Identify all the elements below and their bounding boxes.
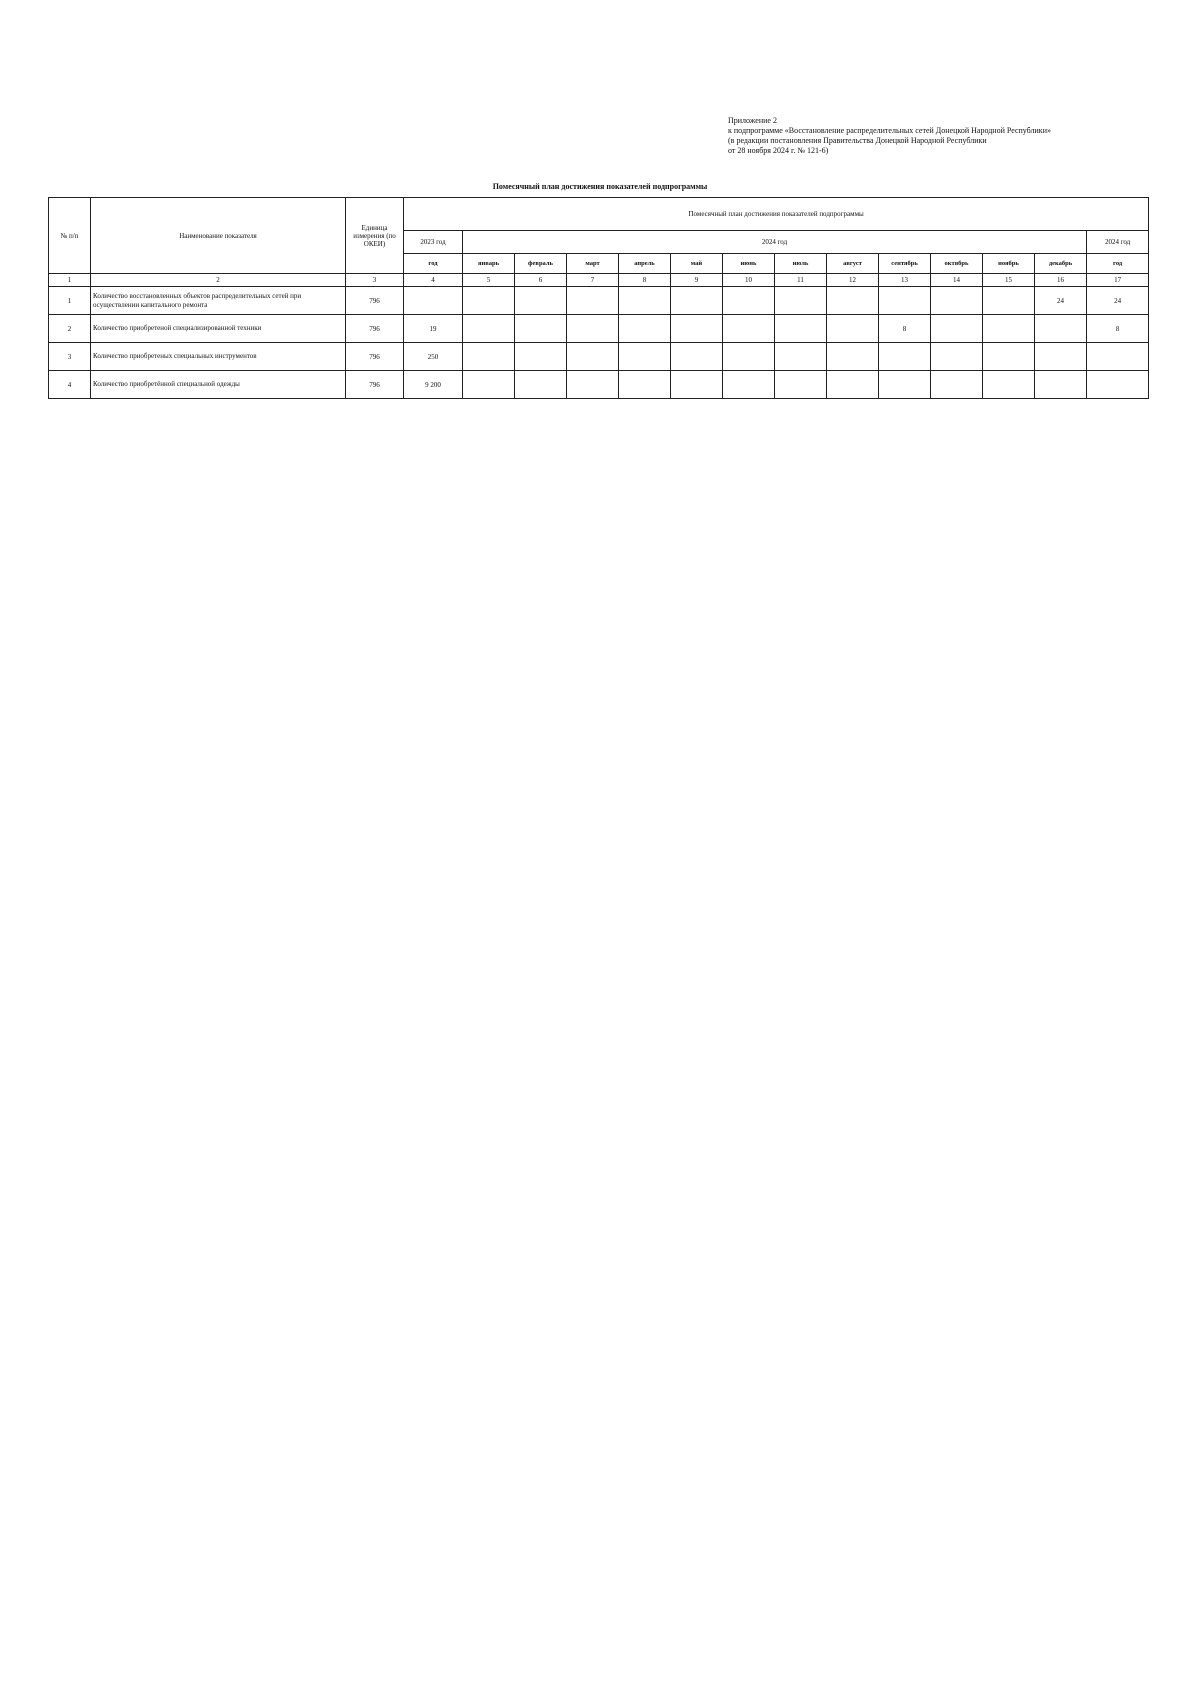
column-number: 15 (983, 274, 1035, 287)
column-number: 7 (567, 274, 619, 287)
row-month-value (567, 371, 619, 399)
row-month-value (463, 287, 515, 315)
row-month-value (879, 343, 931, 371)
table-row (49, 315, 1149, 343)
column-number: 10 (723, 274, 775, 287)
column-number: 2 (91, 274, 346, 287)
header-month: июль (775, 254, 827, 274)
column-number: 11 (775, 274, 827, 287)
row-month-value (671, 343, 723, 371)
header-month: январь (463, 254, 515, 274)
row-month-value (775, 371, 827, 399)
row-month-value (463, 343, 515, 371)
column-number: 9 (671, 274, 723, 287)
row-name: Количество приобретённой специальной одежды (91, 371, 346, 399)
table-row (49, 343, 1149, 371)
row-month-value (619, 371, 671, 399)
row-value-2023: 250 (404, 343, 463, 371)
row-month-value (931, 287, 983, 315)
header-group: Помесячный план достижения показателей подпрограммы (404, 198, 1149, 231)
row-month-value: 8 (879, 315, 931, 343)
header-month: март (567, 254, 619, 274)
row-month-value (1035, 315, 1087, 343)
row-month-value (671, 371, 723, 399)
row-month-value (775, 287, 827, 315)
row-num: 4 (49, 371, 91, 399)
row-month-value (619, 287, 671, 315)
row-month-value (775, 315, 827, 343)
column-number: 13 (879, 274, 931, 287)
appendix-line-3: (в редакции постановления Правительства Донецкой Народной Республики (728, 136, 987, 145)
row-month-value (723, 287, 775, 315)
row-month-value: 24 (1035, 287, 1087, 315)
row-month-value (567, 315, 619, 343)
header-year-label: год (404, 254, 463, 274)
column-number: 17 (1087, 274, 1149, 287)
row-month-value (983, 287, 1035, 315)
header-num: № п/п (49, 198, 91, 274)
row-month-value (827, 315, 879, 343)
row-month-value (515, 343, 567, 371)
column-number: 1 (49, 274, 91, 287)
row-month-value (983, 315, 1035, 343)
row-month-value (619, 343, 671, 371)
header-unit: Единица измерения (по ОКЕИ) (346, 198, 404, 274)
row-num: 2 (49, 315, 91, 343)
header-month: июнь (723, 254, 775, 274)
row-month-value (879, 371, 931, 399)
row-month-value (515, 315, 567, 343)
header-month: октябрь (931, 254, 983, 274)
row-unit: 796 (346, 371, 404, 399)
row-month-value (931, 371, 983, 399)
row-month-value (983, 371, 1035, 399)
header-year-2023: 2023 год (404, 231, 463, 254)
row-unit: 796 (346, 343, 404, 371)
row-value-2024: 8 (1087, 315, 1149, 343)
column-number: 14 (931, 274, 983, 287)
plan-table (48, 197, 1149, 399)
row-unit: 796 (346, 315, 404, 343)
row-month-value (515, 287, 567, 315)
header-month: ноябрь (983, 254, 1035, 274)
column-number: 3 (346, 274, 404, 287)
column-number: 16 (1035, 274, 1087, 287)
row-month-value (723, 343, 775, 371)
row-month-value (619, 315, 671, 343)
header-month: август (827, 254, 879, 274)
column-number: 5 (463, 274, 515, 287)
column-number: 8 (619, 274, 671, 287)
header-name: Наименование показателя (91, 198, 346, 274)
column-number: 4 (404, 274, 463, 287)
row-month-value (1035, 371, 1087, 399)
row-month-value (775, 343, 827, 371)
row-value-2024 (1087, 343, 1149, 371)
row-month-value (723, 315, 775, 343)
table-row (49, 287, 1149, 315)
row-month-value (931, 343, 983, 371)
row-month-value (879, 287, 931, 315)
row-month-value (463, 371, 515, 399)
row-unit: 796 (346, 287, 404, 315)
appendix-line-4: от 28 ноября 2024 г. № 121-6) (728, 146, 829, 155)
header-year-2024-total: 2024 год (1087, 231, 1149, 254)
row-num: 3 (49, 343, 91, 371)
row-month-value (671, 315, 723, 343)
header-year-label-total: год (1087, 254, 1149, 274)
row-num: 1 (49, 287, 91, 315)
column-numbers-row (49, 274, 1149, 287)
row-name: Количество приобретеной специализированной техники (91, 315, 346, 343)
header-month: май (671, 254, 723, 274)
row-name: Количество приобретеных специальных инструментов (91, 343, 346, 371)
row-month-value (827, 287, 879, 315)
appendix-line-2: к подпрограмме «Восстановление распределительных сетей Донецкой Народной Республики» (728, 126, 1051, 135)
header-year-2024: 2024 год (463, 231, 1087, 254)
row-month-value (983, 343, 1035, 371)
row-month-value (827, 343, 879, 371)
table-row (49, 371, 1149, 399)
appendix-line-1: Приложение 2 (728, 116, 777, 125)
row-month-value (515, 371, 567, 399)
row-value-2024: 24 (1087, 287, 1149, 315)
column-number: 6 (515, 274, 567, 287)
header-month: февраль (515, 254, 567, 274)
row-value-2023: 19 (404, 315, 463, 343)
row-month-value (463, 315, 515, 343)
header-month: декабрь (1035, 254, 1087, 274)
row-month-value (567, 343, 619, 371)
header-month: сентябрь (879, 254, 931, 274)
column-number: 12 (827, 274, 879, 287)
row-month-value (671, 287, 723, 315)
row-month-value (931, 315, 983, 343)
row-value-2023: 9 200 (404, 371, 463, 399)
row-month-value (1035, 343, 1087, 371)
row-month-value (567, 287, 619, 315)
row-value-2023 (404, 287, 463, 315)
row-month-value (723, 371, 775, 399)
row-name: Количество восстановленных объектов распределительных сетей при осуществлении капитального ремонта (91, 287, 346, 315)
row-month-value (827, 371, 879, 399)
appendix-note (728, 116, 1051, 156)
header-month: апрель (619, 254, 671, 274)
document-title: Помесячный план достижения показателей подпрограммы (492, 182, 708, 191)
row-value-2024 (1087, 371, 1149, 399)
